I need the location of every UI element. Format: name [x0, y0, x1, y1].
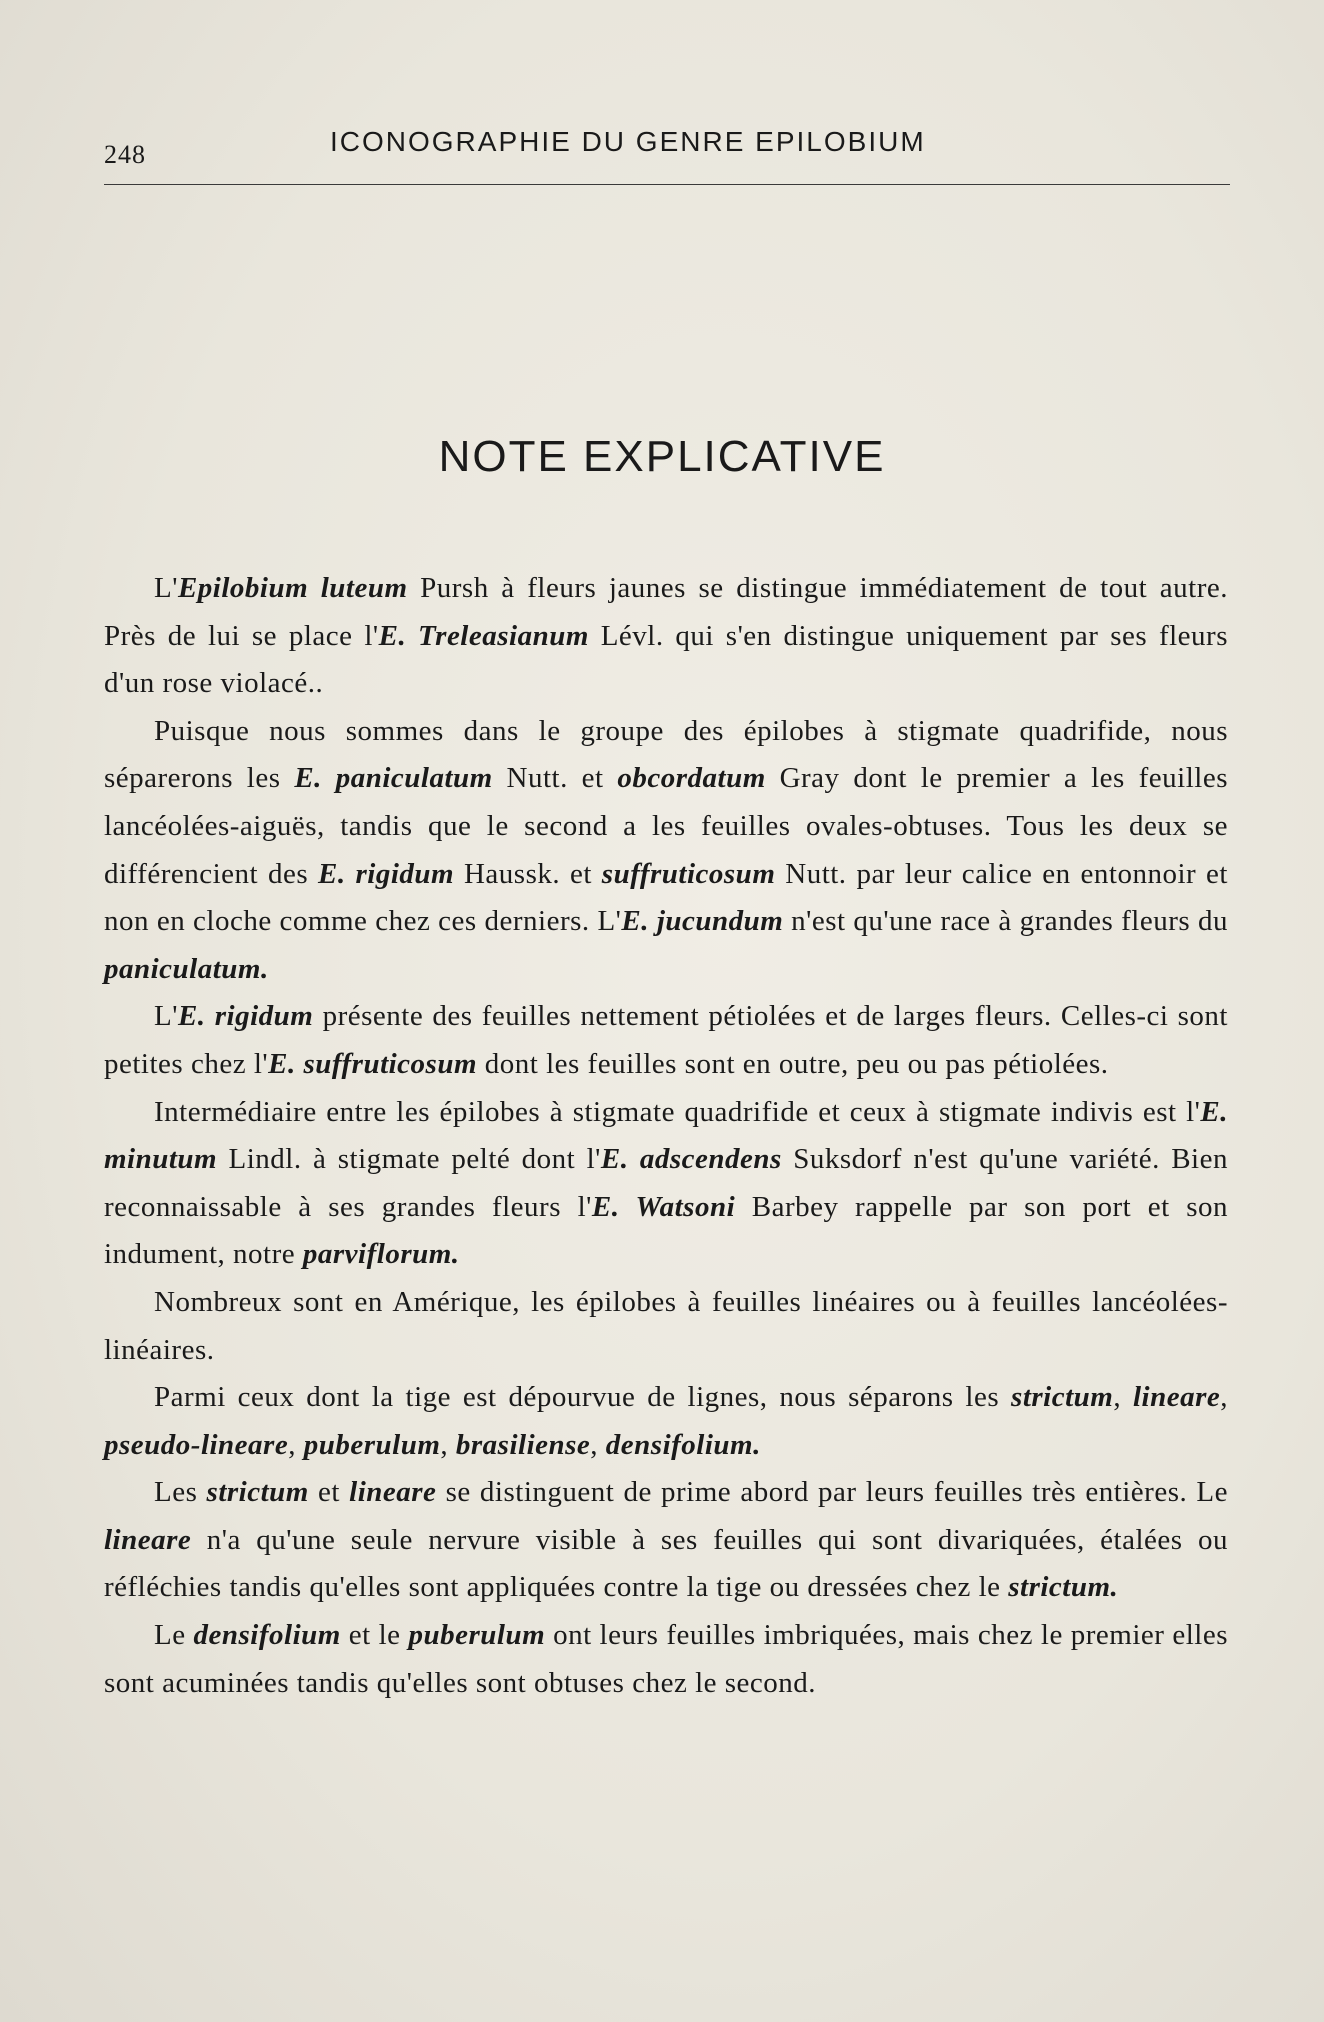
taxon-name: brasiliense — [455, 1428, 591, 1461]
taxon-name: strictum — [206, 1476, 309, 1509]
taxon-name: densifolium — [193, 1619, 341, 1652]
text-run: Lévl. qui s'en distingue uniquement par ses fleurs d'un rose violacé.. — [104, 619, 1228, 700]
text-run: Lindl. à stigmate pelté dont l' — [217, 1143, 601, 1176]
body-text — [104, 565, 1228, 1707]
text-run: Haussk. et — [454, 857, 602, 890]
paragraph — [104, 1279, 1228, 1374]
text-run: , — [1113, 1381, 1133, 1414]
taxon-name: parviflorum. — [302, 1238, 460, 1271]
taxon-name: E. paniculatum — [294, 762, 493, 795]
taxon-name: densifolium. — [605, 1428, 761, 1461]
text-run: , — [440, 1428, 456, 1461]
text-run: Le — [154, 1619, 194, 1652]
paragraph — [104, 1089, 1228, 1279]
taxon-name: lineare — [349, 1476, 437, 1509]
text-run: Parmi ceux dont la tige est dépourvue de lignes, nous séparons les — [154, 1381, 1012, 1414]
taxon-name: E. rigidum — [318, 857, 455, 890]
taxon-name: Epilobium luteum — [177, 572, 408, 604]
taxon-name: strictum — [1011, 1381, 1114, 1414]
text-run: , — [1220, 1381, 1229, 1414]
text-run: Suksdorf n'est qu'une variété. Bien reconnaissable à ses grandes fleurs l' — [104, 1143, 1228, 1223]
taxon-name: lineare — [104, 1523, 192, 1556]
text-run: se distinguent de prime abord par leurs feuilles très entières. Le — [436, 1476, 1228, 1509]
text-run: dont les feuilles sont en outre, peu ou pas pétiolées. — [477, 1047, 1109, 1080]
text-run: Gray dont le premier a les feuilles lancéolées-aiguës, tandis que le second a les feuilles ovales-obtuses. Tous les deux se différencient des — [104, 762, 1228, 890]
text-run: Puisque nous sommes dans le groupe des épilobes à stigmate quadrifide, nous séparerons les — [104, 714, 1228, 795]
running-header — [104, 122, 1230, 172]
text-run: Nutt. par leur calice en entonnoir et non en cloche comme chez ces derniers. L' — [104, 857, 1228, 938]
paragraph — [104, 1469, 1228, 1612]
text-run: Pursh à fleurs jaunes se distingue immédiatement de tout autre. Près de lui se place l' — [104, 572, 1229, 652]
section-heading: NOTE EXPLICATIVE — [438, 432, 886, 481]
paragraph — [104, 1612, 1228, 1707]
text-run: et — [308, 1476, 350, 1509]
text-run: Intermédiaire entre les épilobes à stigmate quadrifide et ceux à stigmate indivis est l' — [154, 1095, 1201, 1128]
paragraph — [104, 993, 1228, 1088]
taxon-name: E. rigidum — [177, 1000, 314, 1033]
running-title: ICONOGRAPHIE DU GENRE EPILOBIUM — [330, 126, 926, 157]
taxon-name: E. Watsoni — [591, 1190, 736, 1223]
header-rule — [104, 184, 1230, 185]
text-run: , — [590, 1428, 606, 1461]
taxon-name: E. suffruticosum — [268, 1047, 478, 1080]
text-run: , — [288, 1428, 304, 1461]
text-run: Les — [154, 1476, 207, 1509]
text-run: L' — [154, 572, 178, 604]
taxon-name: puberulum — [408, 1619, 546, 1652]
text-run: n'est qu'une race à grandes fleurs du — [783, 905, 1228, 938]
taxon-name: E. jucundum — [621, 905, 784, 938]
taxon-name: obcordatum — [617, 762, 766, 795]
taxon-name: suffruticosum — [601, 857, 776, 890]
text-run: Barbey rappelle par son port et son indument, notre — [104, 1190, 1229, 1271]
paragraph — [104, 1374, 1228, 1469]
taxon-name: puberulum — [303, 1428, 441, 1461]
taxon-name: lineare — [1132, 1381, 1221, 1414]
page-number: 248 — [104, 140, 146, 169]
text-run: L' — [154, 1000, 178, 1033]
text-run: Nombreux sont en Amérique, les épilobes à feuilles linéaires ou à feuilles lancéolées-linéaires. — [104, 1285, 1228, 1366]
taxon-name: E. minutum — [104, 1095, 1228, 1176]
paragraph — [104, 708, 1228, 994]
taxon-name: strictum. — [1008, 1571, 1119, 1604]
paragraph — [104, 565, 1228, 708]
taxon-name: pseudo-lineare — [104, 1428, 289, 1461]
text-run: ont leurs feuilles imbriquées, mais chez le premier elles sont acuminées tandis qu'elles sont obtuses chez le second. — [104, 1619, 1228, 1699]
text-run: et le — [340, 1619, 409, 1652]
taxon-name: E. Treleasianum — [378, 619, 589, 652]
taxon-name: paniculatum. — [104, 952, 269, 985]
text-run: n'a qu'une seule nervure visible à ses feuilles qui sont divariquées, étalées ou réfléchies tandis qu'elles sont appliquées contre la tige ou dressées chez le — [104, 1523, 1228, 1604]
text-run: présente des feuilles nettement pétiolées et de larges fleurs. Celles-ci sont petites chez l' — [104, 1000, 1228, 1080]
taxon-name: E. adscendens — [600, 1143, 782, 1176]
text-run: Nutt. et — [492, 762, 618, 795]
